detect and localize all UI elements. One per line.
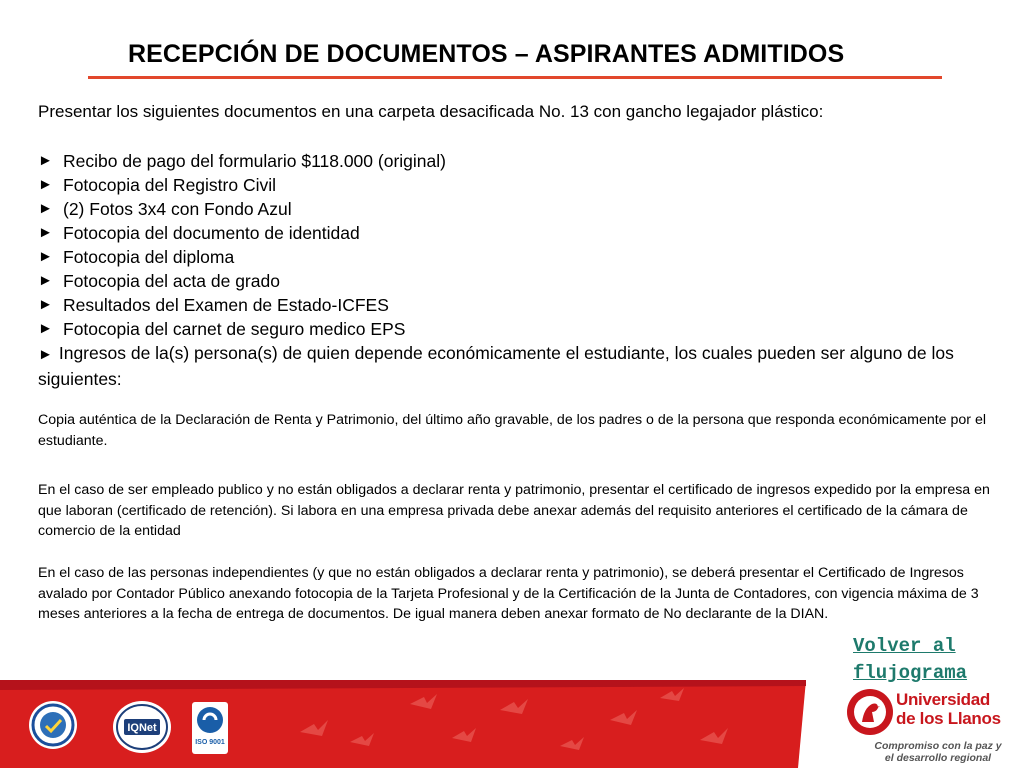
icontec-iso-9001-icon bbox=[192, 702, 228, 754]
arrow-bullet-icon: ► bbox=[38, 200, 53, 217]
requirement-item: ► Ingresos de la(s) persona(s) de quien depende económicamente el estudiante, los cuales pueden ser alguno de los siguientes: bbox=[38, 343, 954, 389]
requirement-item: ► Fotocopia del diploma bbox=[38, 247, 235, 267]
requirement-item: ► Resultados del Examen de Estado-ICFES bbox=[38, 295, 389, 315]
university-motto: Compromiso con la paz y el desarrollo regional bbox=[874, 740, 1002, 764]
university-logo-block bbox=[842, 684, 1018, 768]
requirement-item: ► Fotocopia del carnet de seguro medico EPS bbox=[38, 319, 406, 339]
renta-paragraph: Copia auténtica de la Declaración de Renta y Patrimonio, del último año gravable, de los padres o de la persona que responda económicamente por el estudiante. bbox=[38, 412, 986, 449]
requirement-item: ► Fotocopia del documento de identidad bbox=[38, 223, 360, 243]
iqnet-certification-icon bbox=[112, 700, 172, 754]
requirement-item: ► Fotocopia del Registro Civil bbox=[38, 175, 277, 195]
independientes-paragraph: En el caso de las personas independientes (y que no están obligados a declarar renta y patrimonio), se deberá presentar el Certificado de Ingresos avalado por Contador Público anexando fotocopia de la Tarjeta Profesional y de la Certificación de la Junta de Contadores, con vigencia máxima de 3 meses anteriores a la fecha de entrega de documentos. De igual manera deben anexar formato de No declarante de la DIAN. bbox=[38, 565, 979, 622]
requirement-item: ► Recibo de pago del formulario $118.000 (original) bbox=[38, 151, 446, 171]
university-name: Universidad de los Llanos bbox=[896, 690, 1001, 728]
arrow-bullet-icon: ► bbox=[38, 296, 53, 313]
arrow-bullet-icon: ► bbox=[38, 346, 53, 363]
arrow-bullet-icon: ► bbox=[38, 176, 53, 193]
arrow-bullet-icon: ► bbox=[38, 320, 53, 337]
arrow-bullet-icon: ► bbox=[38, 248, 53, 265]
iqnet-label: IQNet bbox=[127, 722, 157, 734]
title-underline bbox=[88, 76, 942, 79]
requirements-list bbox=[38, 149, 998, 391]
unillanos-seal-icon bbox=[846, 686, 894, 738]
back-to-flowchart-link[interactable]: Volver al flujograma bbox=[853, 635, 968, 684]
quality-seal-icon bbox=[28, 700, 78, 750]
arrow-bullet-icon: ► bbox=[38, 224, 53, 241]
page-title: RECEPCIÓN DE DOCUMENTOS – ASPIRANTES ADMITIDOS bbox=[128, 40, 845, 68]
iso-label: ISO 9001 bbox=[195, 739, 225, 746]
arrow-bullet-icon: ► bbox=[38, 272, 53, 289]
intro-text: Presentar los siguientes documentos en una carpeta desacificada No. 13 con gancho legajador plástico: bbox=[38, 102, 824, 121]
arrow-bullet-icon: ► bbox=[38, 152, 53, 169]
requirement-item: ► Fotocopia del acta de grado bbox=[38, 271, 280, 291]
empleado-paragraph: En el caso de ser empleado publico y no están obligados a declarar renta y patrimonio, presentar el certificado de ingresos expedido por la empresa en que laboran (certificado de retención). Si labora en una empresa privada debe anexar además del requisito anteriores el certificado de la cámara de comercio de la entidad bbox=[38, 482, 990, 539]
requirement-item: ► (2) Fotos 3x4 con Fondo Azul bbox=[38, 199, 292, 219]
